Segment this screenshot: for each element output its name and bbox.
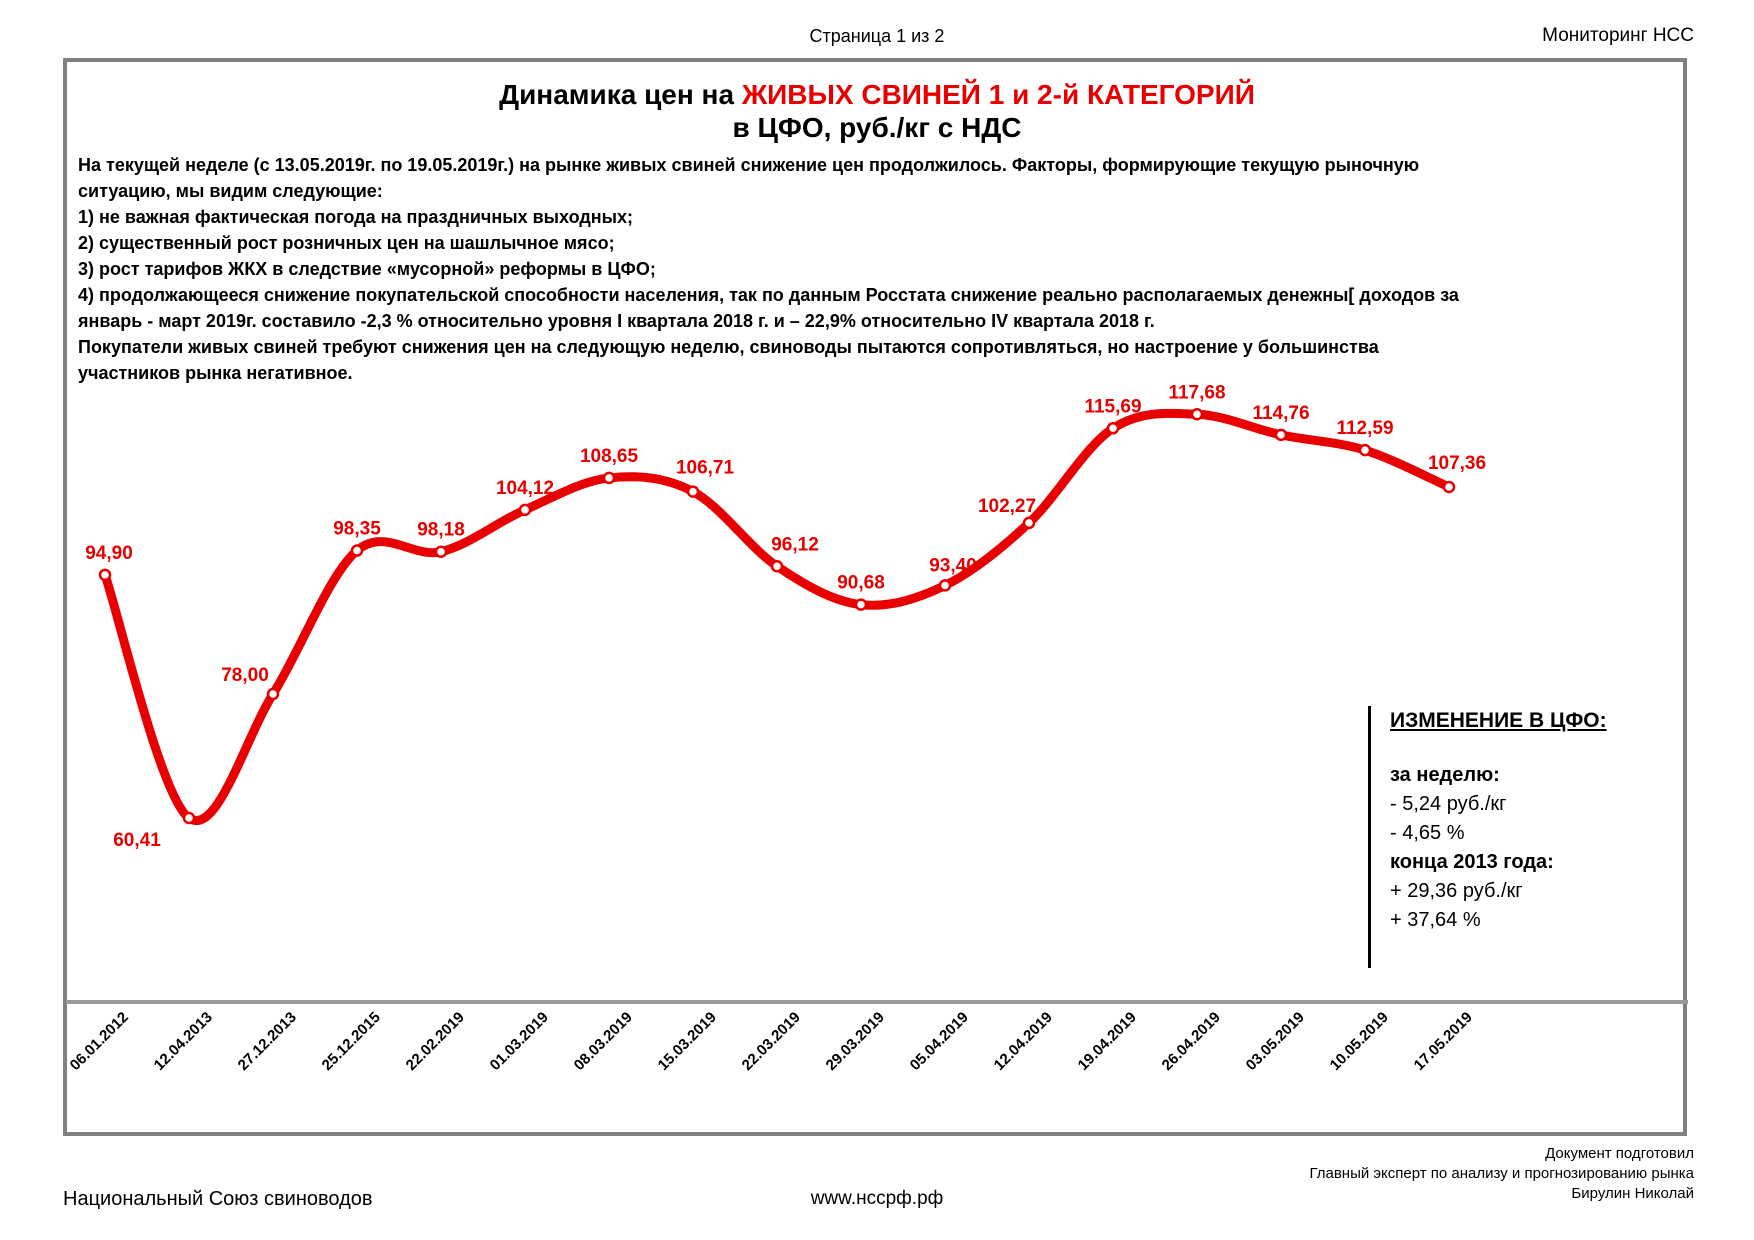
data-point-label: 98,18 — [417, 519, 465, 541]
change-week-rub: - 5,24 руб./кг — [1390, 793, 1507, 815]
chart-subtitle: в ЦФО, руб./кг с НДС — [732, 112, 1022, 143]
data-point-label: 102,27 — [977, 495, 1037, 517]
commentary-paragraph: Покупатели живых свиней требуют снижения цен на следующую неделю, свиноводы пытаются сопротивляться, но настроение у большинства участников рынка негативное. — [78, 337, 1379, 383]
data-point-label: 108,65 — [579, 445, 639, 467]
prepared-by-line: Бирулин Николай — [1571, 1185, 1694, 1202]
page-indicator: Страница 1 из 2 — [809, 26, 945, 46]
x-tick-label: 25.12.2015 — [318, 1008, 384, 1074]
change-week-label: за неделю: — [1390, 764, 1500, 786]
commentary-paragraph: 1) не важная фактическая погода на праздничных выходных; — [78, 207, 634, 227]
x-tick-label: 12.04.2013 — [150, 1008, 216, 1074]
commentary-block — [78, 152, 1478, 386]
data-point-label: 60,41 — [113, 830, 161, 852]
footer-prepared-by — [1309, 1144, 1694, 1204]
data-point-label: 78,00 — [221, 665, 269, 686]
data-point-label: 104,12 — [495, 477, 555, 499]
prepared-by-line: Документ подготовил — [1545, 1145, 1694, 1162]
x-tick-label: 15.03.2019 — [654, 1008, 720, 1074]
change-summary-title: ИЗМЕНЕНИЕ В ЦФО: — [1390, 709, 1607, 732]
commentary-paragraph: 4) продолжающееся снижение покупательской способности населения, так по данным Росстата снижение реально располагаемых денежны[ доходов за январь - март 2019г. составило -2,3 % относительно уровня I квартала 2018 г. и – 22,9% относительно IV квартала 2018 г. — [78, 285, 1459, 331]
monitor-label: Мониторинг НСС — [1542, 25, 1694, 46]
data-point-label: 94,90 — [85, 542, 133, 564]
x-tick-label: 06.01.2012 — [66, 1008, 132, 1074]
x-tick-label: 22.03.2019 — [738, 1008, 804, 1074]
change-summary-box — [1390, 706, 1680, 935]
x-tick-label: 10.05.2019 — [1326, 1008, 1392, 1074]
commentary-paragraph: На текущей неделе (с 13.05.2019г. по 19.05.2019г.) на рынке живых свиней снижение цен продолжилось. Факторы, формирующие текущую рыночную ситуацию, мы видим следующие: — [78, 155, 1420, 201]
data-point-label: 107,36 — [1427, 453, 1487, 475]
data-point-label: 114,76 — [1252, 402, 1310, 424]
data-point-label: 112,59 — [1336, 418, 1394, 440]
annotation-divider — [1368, 706, 1371, 968]
data-point-label: 115,69 — [1084, 396, 1142, 418]
prepared-by-line: Главный эксперт по анализу и прогнозированию рынка — [1309, 1165, 1694, 1182]
chart-title-highlight: ЖИВЫХ СВИНЕЙ 1 и 2-й КАТЕГОРИЙ — [741, 79, 1255, 110]
data-point-label: 98,35 — [333, 518, 381, 540]
x-tick-label: 01.03.2019 — [486, 1008, 552, 1074]
chart-title — [63, 78, 1691, 112]
commentary-paragraph: 3) рост тарифов ЖКХ в следствие «мусорной» реформы в ЦФО; — [78, 259, 656, 279]
change-since-label: конца 2013 года: — [1390, 851, 1554, 873]
data-point-label: 117,68 — [1168, 382, 1226, 404]
x-tick-label: 22.02.2019 — [402, 1008, 468, 1074]
commentary-paragraph: 2) существенный рост розничных цен на шашлычное мясо; — [78, 233, 615, 253]
chart-title-prefix: Динамика цен на — [499, 79, 742, 110]
footer-website: www.нссрф.рф — [810, 1188, 944, 1209]
x-tick-label: 03.05.2019 — [1242, 1008, 1308, 1074]
x-tick-label: 08.03.2019 — [570, 1008, 636, 1074]
data-point-label: 96,12 — [771, 534, 819, 556]
data-point-label: 106,71 — [675, 457, 735, 479]
x-tick-label: 26.04.2019 — [1158, 1008, 1224, 1074]
data-point-label: 90,68 — [837, 572, 885, 594]
footer-organization: Национальный Союз свиноводов — [63, 1188, 373, 1210]
x-tick-label: 12.04.2019 — [990, 1008, 1056, 1074]
change-week-pct: - 4,65 % — [1390, 822, 1465, 844]
x-tick-label: 29.03.2019 — [822, 1008, 888, 1074]
data-point-label: 93,40 — [929, 555, 977, 577]
change-since-rub: + 29,36 руб./кг — [1390, 880, 1523, 902]
x-tick-label: 27.12.2013 — [234, 1008, 300, 1074]
x-tick-label: 05.04.2019 — [906, 1008, 972, 1074]
x-tick-label: 17.05.2019 — [1410, 1008, 1476, 1074]
change-since-pct: + 37,64 % — [1390, 909, 1481, 931]
x-tick-label: 19.04.2019 — [1074, 1008, 1140, 1074]
